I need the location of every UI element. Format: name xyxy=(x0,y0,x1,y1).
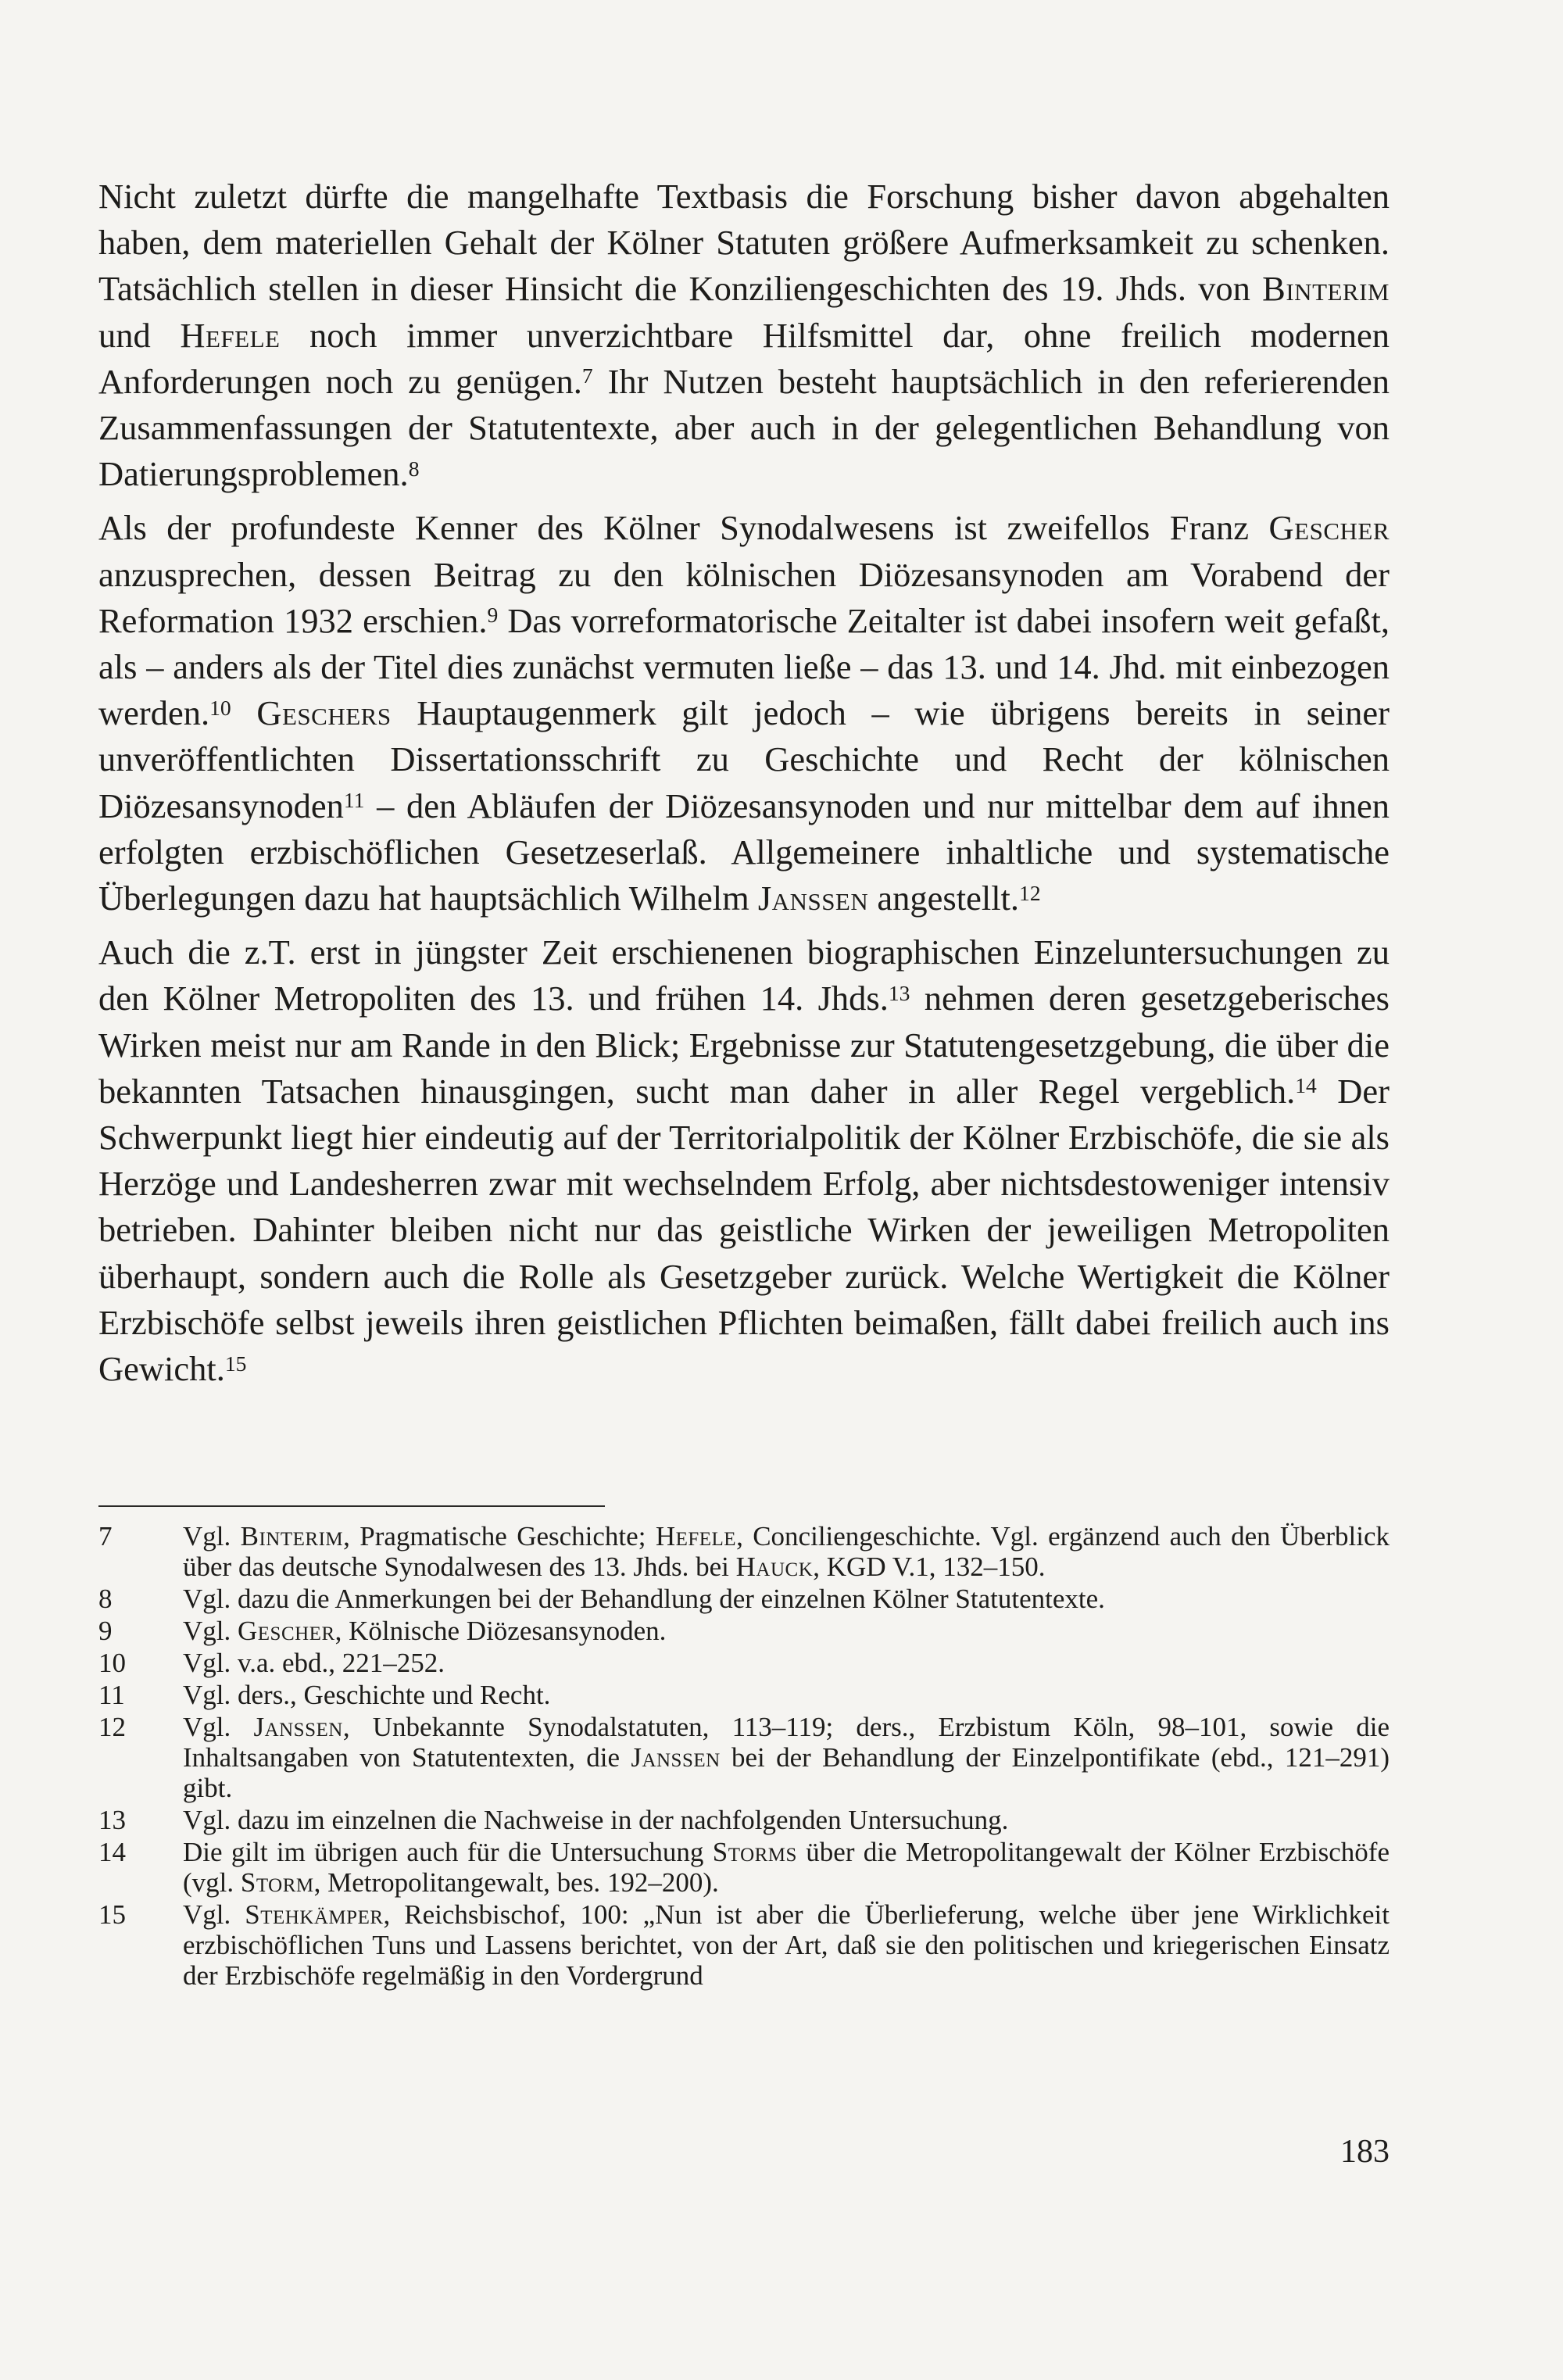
author-name: Gescher xyxy=(1268,508,1390,548)
footnote-reference: 9 xyxy=(487,603,499,628)
text-run: – den Abläufen der Diözesansynoden und nur mittelbar dem auf ihnen erfolgten erzbischöflichen Gesetzeserlaß. Allgemeinere inhaltliche und systematische Überlegungen dazu hat hauptsächlich Wilhelm xyxy=(98,786,1390,918)
footnote-number: 13 xyxy=(98,1805,126,1835)
footnote-reference: 15 xyxy=(224,1351,247,1376)
paragraph xyxy=(98,505,1390,922)
footnote-text xyxy=(183,1680,1390,1710)
text-run: Vgl. xyxy=(183,1521,241,1551)
text-run: , Pragmatische Geschichte; xyxy=(343,1521,656,1551)
footnote-number: 9 xyxy=(98,1616,113,1646)
text-run: noch immer unverzichtbare Hilfsmittel dar, ohne freilich modernen Anforderungen noch zu genügen. xyxy=(98,315,1390,401)
text-run: , Reichsbischof, 100: „Nun ist aber die Überlieferung, welche über jene Wirklichkeit erzbischöflichen Tuns und Lassens berichtet, von der Art, daß sie den politischen und kriegerischen Einsatz der Erzbischöfe regelmäßig in den Vordergrund xyxy=(183,1899,1390,1991)
footnote-reference: 11 xyxy=(343,788,365,813)
text-run: Nicht zuletzt dürfte die mangelhafte Textbasis die Forschung bisher davon abgehalten haben, dem materiellen Gehalt der Kölner Statuten größere Aufmerksamkeit zu schenken. Tatsächlich stellen in dieser Hinsicht die Konziliengeschichten des 19. Jhds. von xyxy=(98,177,1390,309)
author-name: Geschers xyxy=(256,693,392,733)
author-name: Binterim xyxy=(1262,269,1390,309)
text-run: Vgl. xyxy=(183,1712,254,1742)
footnote xyxy=(98,1712,1390,1803)
text-run: Hauptaugenmerk gilt jedoch – wie übrigens bereits in seiner unveröffentlichten Dissertationsschrift zu Geschichte und Recht der kölnischen Diözesansynoden xyxy=(98,693,1390,825)
footnote-number: 8 xyxy=(98,1584,113,1614)
author-name: Janssen xyxy=(631,1742,721,1773)
footnote xyxy=(98,1616,1390,1646)
text-run: Die gilt im übrigen auch für die Untersuchung xyxy=(183,1837,713,1867)
text-run: Vgl. dazu die Anmerkungen bei der Behandlung der einzelnen Kölner Statutentexte. xyxy=(183,1584,1105,1614)
footnote-text xyxy=(183,1616,1390,1646)
paragraph xyxy=(98,174,1390,497)
footnote-reference: 14 xyxy=(1295,1073,1317,1098)
text-run: nehmen deren gesetzgeberisches Wirken meist nur am Rande in den Blick; Ergebnisse zur Statutengesetzgebung, die über die bekannten Tatsachen hinausgingen, sucht man daher in aller Regel vergeblich. xyxy=(98,979,1390,1111)
footnote-reference: 10 xyxy=(209,695,231,720)
text-run: angestellt. xyxy=(868,879,1020,918)
paragraph xyxy=(98,929,1390,1392)
footnote xyxy=(98,1837,1390,1898)
footnote-reference: 12 xyxy=(1019,880,1041,905)
author-name: Janssen xyxy=(757,879,869,918)
footnote-number: 15 xyxy=(98,1899,126,1930)
author-name: Storms xyxy=(712,1837,797,1867)
footnote-text xyxy=(183,1899,1390,1991)
author-name: Janssen xyxy=(253,1712,343,1742)
page-number: 183 xyxy=(1340,2134,1390,2170)
footnote xyxy=(98,1899,1390,1991)
text-run: Als der profundeste Kenner des Kölner Synodalwesens ist zweifellos Franz xyxy=(98,508,1269,548)
text-run: und xyxy=(98,315,181,355)
author-name: Storm xyxy=(240,1867,314,1898)
text-run: Vgl. xyxy=(183,1616,238,1646)
author-name: Hefele xyxy=(655,1521,737,1551)
footnote-number: 11 xyxy=(98,1680,125,1710)
footnote xyxy=(98,1680,1390,1710)
footnote-text xyxy=(183,1805,1390,1835)
text-run: anzusprechen, dessen Beitrag zu den kölnischen Diözesansynoden am Vorabend der Reformation 1932 erschien. xyxy=(98,554,1390,640)
text-run: Ihr Nutzen besteht hauptsächlich in den referierenden Zusammenfassungen der Statutentexte, aber auch in der gelegentlichen Behandlung von Datierungsproblemen. xyxy=(98,361,1390,494)
footnote-text xyxy=(183,1648,1390,1678)
text-run: Vgl. dazu im einzelnen die Nachweise in der nachfolgenden Untersuchung. xyxy=(183,1805,1009,1835)
body-text xyxy=(98,174,1390,1400)
footnote-text xyxy=(183,1712,1390,1803)
text-run: , Conciliengeschichte. Vgl. ergänzend auch den Überblick über das deutsche Synodalwesen des 13. Jhds. bei xyxy=(183,1521,1390,1582)
text-run: , Kölnische Diözesansynoden. xyxy=(334,1616,667,1646)
footnote xyxy=(98,1805,1390,1835)
text-run: Vgl. xyxy=(183,1899,245,1930)
text-run: , Metropolitangewalt, bes. 192–200). xyxy=(313,1867,719,1898)
text-run: Das vorreformatorische Zeitalter ist dabei insofern weit gefaßt, als – anders als der Titel dies zunächst vermuten ließe – das 13. und 14. Jhd. mit einbezogen werden. xyxy=(98,600,1390,733)
text-run: Vgl. v.a. ebd., 221–252. xyxy=(183,1648,445,1678)
text-run: Der Schwerpunkt liegt hier eindeutig auf der Territorialpolitik der Kölner Erzbischöfe, die sie als Herzöge und Landesherren zwar mit wechselndem Erfolg, aber nichtsdestoweniger intensiv betrieben. Dahinter bleiben nicht nur das geistliche Wirken der jeweiligen Metropoliten überhaupt, sondern auch die Rolle als Gesetzgeber zurück. Welche Wertigkeit die Kölner Erzbischöfe selbst jeweils ihren geistlichen Pflichten beimaßen, fällt dabei freilich auch ins Gewicht. xyxy=(98,1071,1390,1389)
text-run: , KGD V.1, 132–150. xyxy=(813,1551,1046,1582)
footnote-separator xyxy=(98,1505,605,1507)
footnote-text xyxy=(183,1584,1390,1614)
author-name: Hefele xyxy=(180,315,281,355)
footnote-reference: 7 xyxy=(581,363,593,388)
author-name: Gescher xyxy=(238,1616,335,1646)
author-name: Hauck xyxy=(735,1551,814,1582)
text-run: Vgl. ders., Geschichte und Recht. xyxy=(183,1680,551,1710)
footnote xyxy=(98,1584,1390,1614)
footnote-reference: 13 xyxy=(888,981,910,1006)
footnotes xyxy=(98,1521,1390,1992)
footnote xyxy=(98,1648,1390,1678)
author-name: Binterim xyxy=(240,1521,344,1551)
text-run: über die Metropolitangewalt der Kölner Erzbischöfe (vgl. xyxy=(183,1837,1390,1898)
author-name: Stehkämper xyxy=(245,1899,384,1930)
text-run xyxy=(231,693,257,732)
text-run: bei der Behandlung der Einzelpontifikate (ebd., 121–291) gibt. xyxy=(183,1742,1390,1803)
footnote-number: 12 xyxy=(98,1712,126,1742)
footnote-number: 10 xyxy=(98,1648,126,1678)
footnote-number: 7 xyxy=(98,1521,113,1551)
footnote-number: 14 xyxy=(98,1837,126,1867)
text-run: , Unbekannte Synodalstatuten, 113–119; ders., Erzbistum Köln, 98–101, sowie die Inhaltsangaben von Statutentexten, die xyxy=(183,1712,1390,1773)
footnote-text xyxy=(183,1521,1390,1582)
footnote-text xyxy=(183,1837,1390,1898)
footnote xyxy=(98,1521,1390,1582)
footnote-reference: 8 xyxy=(408,456,420,481)
text-run: Auch die z.T. erst in jüngster Zeit erschienenen biographischen Einzeluntersuchungen zu den Kölner Metropoliten des 13. und frühen 14. Jhds. xyxy=(98,932,1390,1018)
